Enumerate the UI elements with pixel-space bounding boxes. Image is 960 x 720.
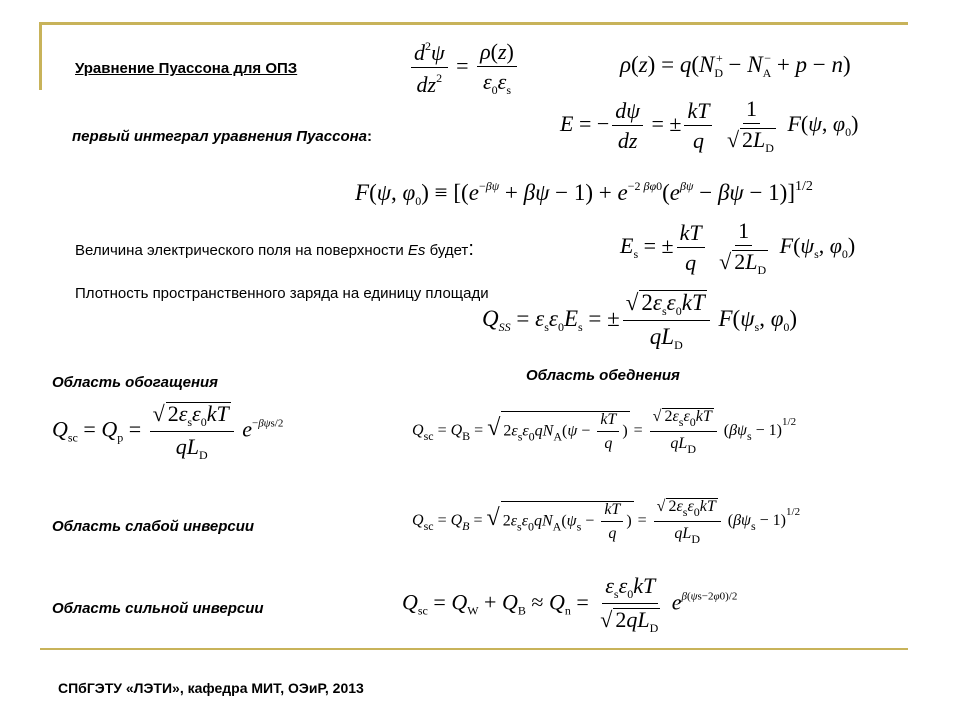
charge-density-equation: $\rho(z) = q(N_D^+ - N_A^- + p - n)$	[620, 51, 851, 80]
charge-area-label: Плотность пространственного заряда на единицу площади	[75, 285, 489, 302]
surface-field-equation: $E_s$ = ± $\frac{kT}{q}$ $\frac{1}{√ 2L_D}$ $F(\psi_s$, $\varphi_0$)	[620, 218, 856, 277]
bottom-rule	[40, 648, 908, 650]
poisson-title: Уравнение Пуассона для ОПЗ	[75, 60, 298, 77]
depletion-label: Область обеднения	[526, 367, 680, 384]
strong-inversion-equation: $Q_{sc} = Q_W + Q_B \approx Q_n$ = $\frac{\varepsilon_s\varepsilon_0kT}{√ 2qL_D}$ $e^{\beta(\psi s-2\varphi 0)/2}$	[402, 573, 738, 635]
surface-charge-equation: $Q_{SS} = \varepsilon_s\varepsilon_0E_s$ = ± $\frac{√ 2\varepsilon_s\varepsilon_0kT}{qL_D}$ $F(\psi_s$, $\varphi_0$)	[482, 290, 798, 352]
poisson-equation: $\frac{d^2\psi}{dz^2}$ = $\frac{\rho(z)}{\varepsilon_0\varepsilon_s}$	[408, 40, 520, 96]
left-rule	[39, 22, 42, 90]
strong-inversion-label: Область сильной инверсии	[52, 600, 264, 617]
top-rule	[40, 22, 908, 25]
first-integral-label: первый интеграл уравнения Пуассона:	[72, 128, 373, 145]
weak-inversion-label: Область слабой инверсии	[52, 518, 255, 535]
F-function-equation: F(ψ, $\varphi_0) \equiv [(e^{-\beta\psi} + \beta\psi - 1) + e^{-2 \beta\varphi 0}(e^{\beta\psi} - \beta\psi - 1)]^{1/2}$	[355, 179, 813, 208]
accumulation-equation: $Q_{sc} = Q_p$ = $\frac{√ 2\varepsilon_s\varepsilon_0kT}{qL_D}$ $e^{-\beta\psi s/2}$	[52, 401, 284, 462]
depletion-equation: $Q_{sc} = Q_B$ = √ $2\varepsilon_s\varepsilon_0qN_A(\psi$ − $\frac{kT}{q}$ ) = $\frac{√ 2\varepsilon_s\varepsilon_0kT}{qL_D}$ $(\beta\psi_s - 1)^{1/2}$	[412, 408, 797, 456]
accumulation-label: Область обогащения	[52, 374, 218, 391]
weak-inversion-equation: $Q_{sc} = Q_B$ = √ $2\varepsilon_s\varepsilon_0qN_A(\psi_s$ − $\frac{kT}{q}$ ) = $\frac{√ 2\varepsilon_s\varepsilon_0kT}{qL_D}$ $(\beta\psi_s - 1)^{1/2}$	[412, 498, 801, 546]
surface-field-label: Величина электрического поля на поверхности Es будет:	[75, 238, 474, 260]
field-equation: E = − $\frac{d\psi}{dz}$ = ± $\frac{kT}{q}$ $\frac{1}{√ 2L_D}$ F(ψ, $\varphi_0$)	[560, 96, 859, 155]
footer: СПбГЭТУ «ЛЭТИ», кафедра МИТ, ОЭиР, 2013	[58, 680, 364, 696]
